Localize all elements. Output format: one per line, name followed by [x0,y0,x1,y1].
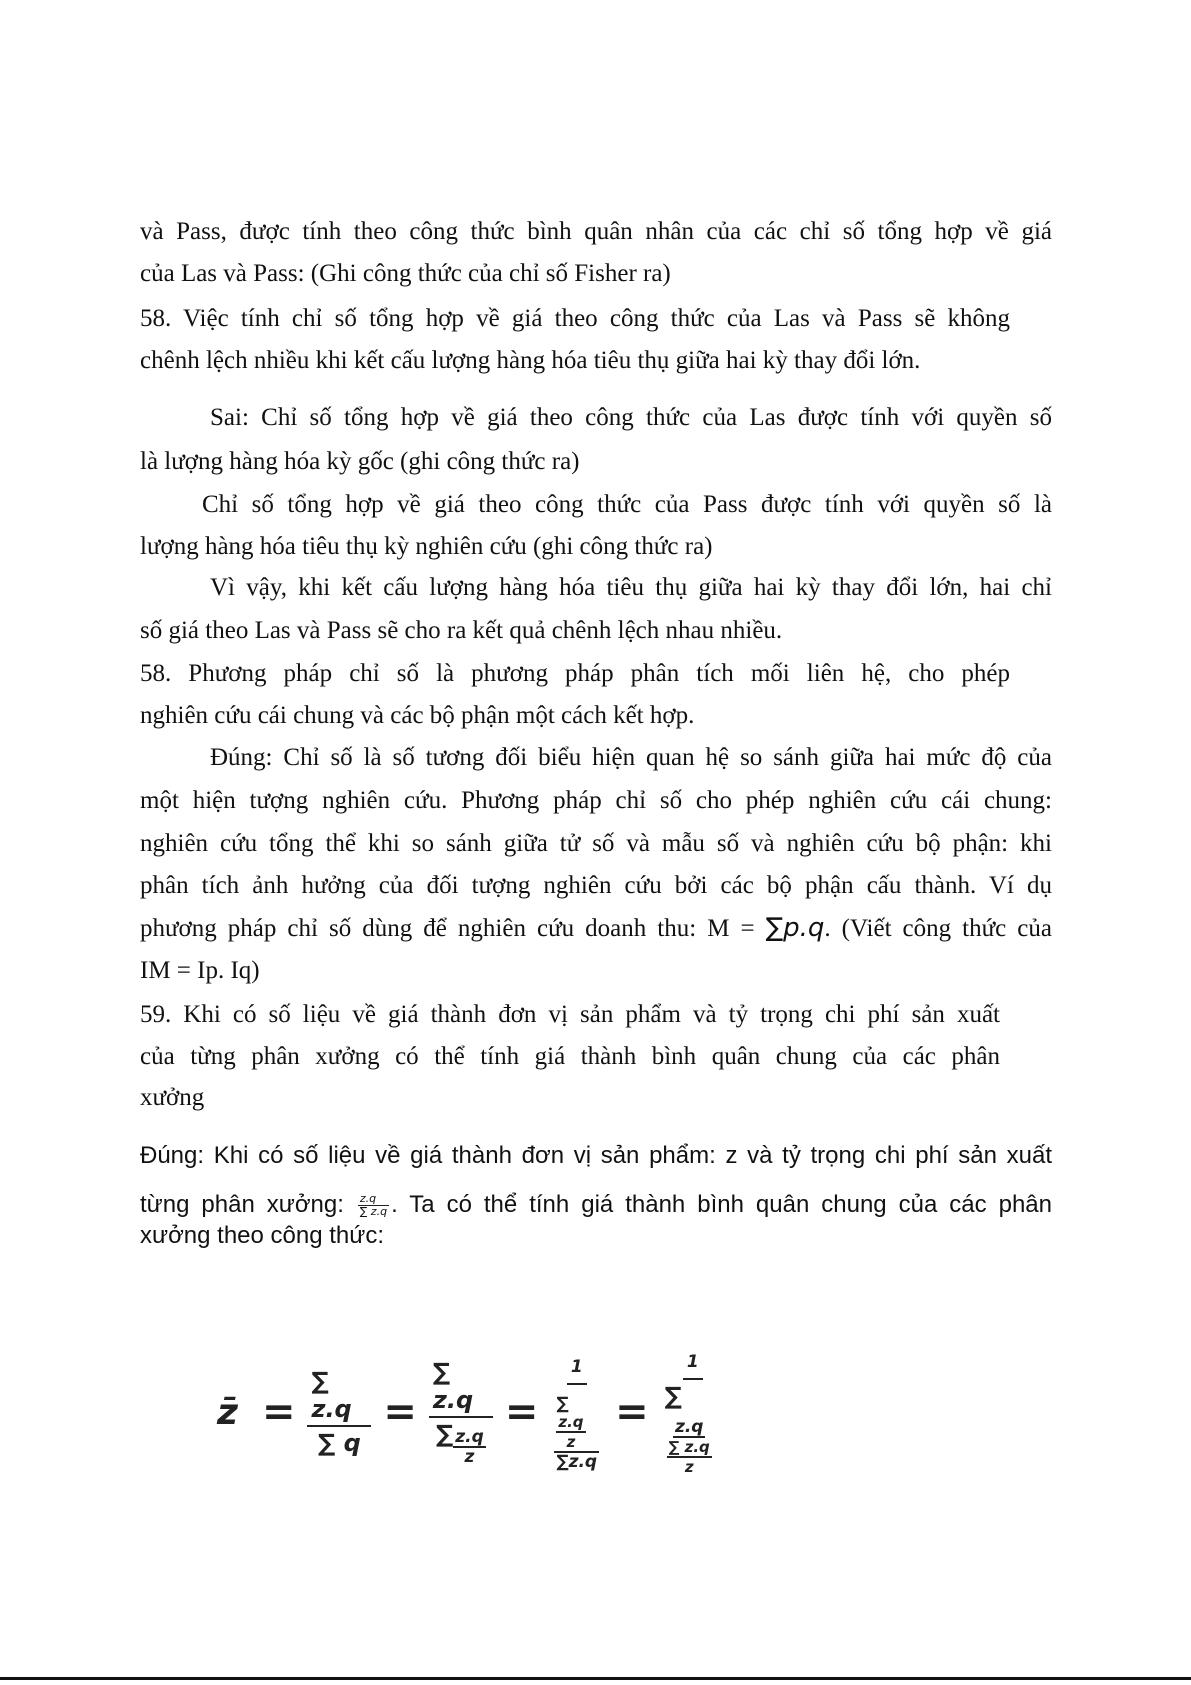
text-line-16: phân tích ảnh hưởng của đối tượng nghiên cứu bởi các bộ phận cấu thành. Ví dụ [140,872,1052,899]
page-bottom-rule [0,1677,1191,1680]
fraction-4-innermost-den: z [684,1458,694,1476]
text-line-17 [140,913,1052,944]
text-line-15: nghiên cứu tổng thể khi so sánh giữa tử số và mẫu số và nghiên cứu bộ phận: khi [140,830,1052,857]
text-line-1: và Pass, được tính theo công thức bình quân nhân của các chỉ số tổng hợp về giá [140,218,1052,245]
fraction-2 [429,1358,493,1466]
weight-fraction [358,1193,389,1218]
text-line-21: xưởng [140,1084,205,1111]
text-line-20: của từng phân xưởng có thể tính giá thành bình quân chung của các phân [140,1043,1000,1070]
fraction-2-denominator [432,1418,490,1466]
fraction-3-denominator [550,1385,603,1471]
text-line-23 [140,1190,1052,1220]
answer-dung-1: Đúng: Chỉ số là số tương đối biểu hiện quan hệ so sánh giữa hai mức độ của [210,744,1052,771]
question-58a: 58. Việc tính chỉ số tổng hợp về giá theo công thức của Las và Pass sẽ không [140,305,1010,332]
fraction-1-numerator: ∑ z.q [307,1367,371,1427]
text-line-14: một hiện tượng nghiên cứu. Phương pháp chỉ số cho phép nghiên cứu cái chung: [140,787,1052,814]
text-line-23-a: từng phân xưởng: [140,1191,356,1218]
answer-dung-2: Đúng: Khi có số liệu về giá thành đơn vị sản phẩm: z và tỷ trọng chi phí sản xuất [140,1142,1052,1169]
fraction-4-inner-num: z.q [674,1417,704,1437]
fraction-1 [307,1367,371,1457]
text-line-12: nghiên cứu cái chung và các bộ phận một cách kết hợp. [140,702,695,729]
text-line-10: số giá theo Las và Pass sẽ cho ra kết quả chênh lệch nhau nhiều. [140,617,783,644]
fraction-1-denominator: ∑ q [318,1429,361,1457]
z-bar-symbol: z̄ [217,1391,238,1433]
text-line-18: IM = Ip. Iq) [140,957,260,984]
text-line-17-b: . (Viết công thức của [824,915,1052,942]
fraction-2-inner-den: z [464,1447,475,1467]
fraction-3-inner-den: ∑z.q [556,1452,598,1472]
equals-sign-2: = [383,1389,417,1435]
question-58b: 58. Phương pháp chỉ số là phương pháp phân tích mối liên hệ, cho phép [140,660,1010,687]
fraction-4-innermost [667,1438,712,1476]
text-line-2: của Las và Pass: (Ghi công thức của chỉ số Fisher ra) [140,260,671,287]
text-line-9: Vì vậy, khi kết cấu lượng hàng hóa tiêu thụ giữa hai kỳ thay đổi lớn, hai chỉ [210,574,1052,601]
text-line-7: Chỉ số tổng hợp về giá theo công thức của Pass được tính với quyền số là [202,491,1052,518]
fraction-3 [550,1353,603,1471]
text-line-8: lượng hàng hóa tiêu thụ kỳ nghiên cứu (ghi công thức ra) [140,533,713,560]
sum-pq-formula: ∑p.q [765,913,825,943]
fraction-4-numerator: 1 [683,1348,703,1380]
fraction-3-numerator: 1 [567,1353,587,1385]
fraction-3-inner [554,1395,599,1471]
fraction-4 [661,1348,725,1476]
fraction-3-innermost-num: z.q [558,1413,584,1431]
fraction-4-sigma: ∑ [664,1382,682,1410]
answer-sai: Sai: Chỉ số tổng hợp về giá theo công thức của Las được tính với quyền số [210,404,1052,431]
weight-numerator: z.q [358,1193,389,1206]
fraction-3-inner-num [554,1395,599,1453]
equals-sign-3: = [504,1389,539,1435]
fraction-2-inner [453,1428,486,1466]
fraction-4-innermost-num: ∑ z.q [668,1438,710,1456]
text-line-17-a: phương pháp chỉ số dùng để nghiên cứu doanh thu: M = [140,915,766,942]
weight-denominator: ∑ z.q [359,1205,388,1219]
average-cost-formula [205,1352,725,1476]
text-line-23-b: . Ta có thể tính giá thành bình quân chung của các phân [391,1191,1052,1218]
equals-sign-4: = [615,1389,649,1435]
fraction-4-denominator [661,1380,725,1476]
text-line-4: chênh lệch nhiều khi kết cấu lượng hàng hóa tiêu thụ giữa hai kỳ thay đổi lớn. [140,347,921,374]
fraction-4-inner [665,1418,714,1476]
fraction-4-inner-den [665,1438,714,1476]
fraction-3-innermost [556,1413,585,1451]
fraction-2-sigma: ∑ [436,1420,454,1448]
text-line-24: xưởng theo công thức: [140,1222,385,1249]
fraction-2-inner-num: z.q [455,1427,484,1447]
text-line-6: là lượng hàng hóa kỳ gốc (ghi công thức ra) [140,448,580,475]
fraction-3-sigma: ∑ [556,1394,569,1414]
equals-sign-1: = [261,1389,296,1435]
fraction-3-innermost-den: z [566,1433,576,1451]
question-59: 59. Khi có số liệu về giá thành đơn vị sản phẩm và tỷ trọng chi phí sản xuất [140,1001,1000,1028]
fraction-2-numerator: ∑ z.q [429,1358,493,1418]
